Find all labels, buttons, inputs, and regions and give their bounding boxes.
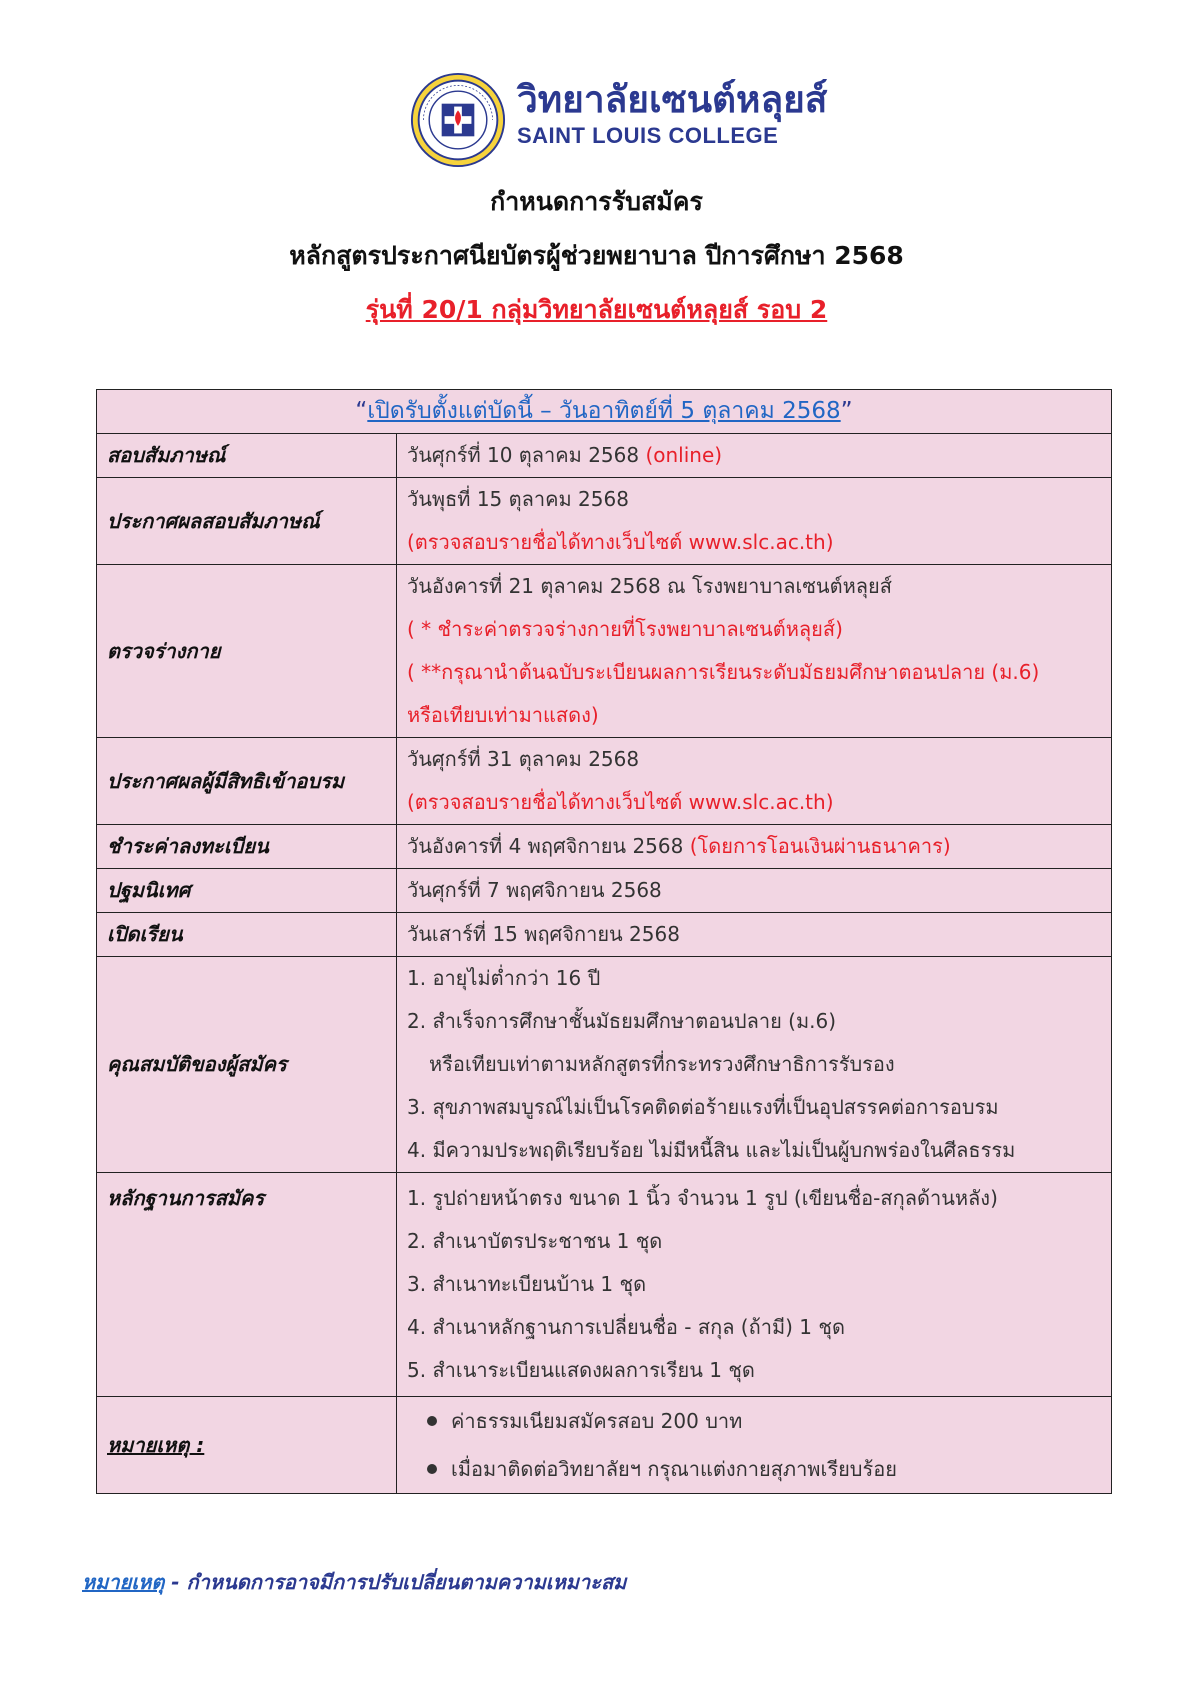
footer-label: หมายเหตุ (82, 1570, 165, 1594)
header (0, 70, 1193, 160)
interview-date: วันศุกร์ที่ 10 ตุลาคม 2568 (407, 443, 640, 467)
row-value-eligible (397, 738, 1112, 825)
banner-text: เปิดรับตั้งแต่บัดนี้ – วันอาทิตย์ที่ 5 ตุลาคม 2568 (367, 398, 841, 424)
document-item: 2. สำเนาบัตรประชาชน 1 ชุด (407, 1229, 663, 1253)
row-value-physical (397, 565, 1112, 738)
qualification-item: 1. อายุไม่ต่ำกว่า 16 ปี (407, 966, 601, 990)
table-row (97, 957, 1112, 1173)
row-label-classes: เปิดเรียน (97, 913, 397, 957)
eligible-note: (ตรวจสอบรายชื่อได้ทางเว็บไซต์ www.slc.ac.th) (407, 790, 834, 814)
row-label-orientation: ปฐมนิเทศ (97, 869, 397, 913)
physical-date: วันอังคารที่ 21 ตุลาคม 2568 ณ โรงพยาบาลเซนต์หลุยส์ (407, 574, 892, 598)
row-value-interview (397, 434, 1112, 478)
qualification-item: 4. มีความประพฤติเรียบร้อย ไม่มีหนี้สิน และไม่เป็นผู้บกพร่องในศีลธรรม (407, 1138, 1016, 1162)
remark-item: ค่าธรรมเนียมสมัครสอบ 200 บาท (407, 1397, 1101, 1445)
row-label-physical: ตรวจร่างกาย (97, 565, 397, 738)
document-item: 1. รูปถ่ายหน้าตรง ขนาด 1 นิ้ว จำนวน 1 รูป (เขียนชื่อ-สกุลด้านหลัง) (407, 1186, 998, 1210)
brand (517, 78, 827, 150)
orientation-date: วันศุกร์ที่ 7 พฤศจิกายน 2568 (397, 869, 1112, 913)
footer-note (82, 1565, 626, 1599)
interview-result-note: (ตรวจสอบรายชื่อได้ทางเว็บไซต์ www.slc.ac.th) (407, 530, 834, 554)
title-line-2: หลักสูตรประกาศนียบัตรผู้ช่วยพยาบาล ปีการศึกษา 2568 (289, 241, 904, 270)
row-label-interview-result: ประกาศผลสอบสัมภาษณ์ (97, 478, 397, 565)
document-item: 5. สำเนาระเบียนแสดงผลการเรียน 1 ชุด (407, 1358, 755, 1382)
qualification-item-cont: หรือเทียบเท่าตามหลักสูตรที่กระทรวงศึกษาธิการรับรอง (429, 1052, 895, 1076)
title-line-3: รุ่นที่ 20/1 กลุ่มวิทยาลัยเซนต์หลุยส์ รอบ 2 (365, 295, 828, 324)
college-name-en: SAINT LOUIS COLLEGE (517, 123, 779, 148)
row-label-documents: หลักฐานการสมัคร (97, 1173, 397, 1397)
row-label-payment: ชำระค่าลงทะเบียน (97, 825, 397, 869)
table-row (97, 913, 1112, 957)
row-label-eligible: ประกาศผลผู้มีสิทธิเข้าอบรม (97, 738, 397, 825)
table-row (97, 478, 1112, 565)
payment-date: วันอังคารที่ 4 พฤศจิกายน 2568 (407, 834, 684, 858)
table-row (97, 565, 1112, 738)
table-row (97, 738, 1112, 825)
row-value-interview-result (397, 478, 1112, 565)
document-item: 4. สำเนาหลักฐานการเปลี่ยนชื่อ - สกุล (ถ้ามี) 1 ชุด (407, 1315, 845, 1339)
college-seal-icon (410, 72, 506, 168)
document-item: 3. สำเนาทะเบียนบ้าน 1 ชุด (407, 1272, 647, 1296)
table-row (97, 434, 1112, 478)
qualification-item: 3. สุขภาพสมบูรณ์ไม่เป็นโรคติดต่อร้ายแรงที่เป็นอุปสรรคต่อการอบรม (407, 1095, 999, 1119)
row-label-interview: สอบสัมภาษณ์ (97, 434, 397, 478)
payment-note: (โดยการโอนเงินผ่านธนาคาร) (689, 834, 951, 858)
table-row (97, 825, 1112, 869)
row-value-remarks (397, 1397, 1112, 1494)
banner-quote-open: “ (355, 398, 368, 424)
interview-note: (online) (645, 443, 723, 467)
interview-result-date: วันพุธที่ 15 ตุลาคม 2568 (407, 487, 629, 511)
open-period-banner (97, 390, 1112, 434)
row-label-remarks (97, 1397, 397, 1494)
table-row (97, 869, 1112, 913)
physical-note-2: ( **กรุณานำต้นฉบับระเบียนผลการเรียนระดับมัธยมศึกษาตอนปลาย (ม.6) (407, 660, 1040, 684)
college-name-th: วิทยาลัยเซนต์หลุยส์ (517, 79, 828, 120)
footer-text: - กำหนดการอาจมีการปรับเปลี่ยนตามความเหมาะสม (164, 1570, 627, 1594)
row-label-qualifications: คุณสมบัติของผู้สมัคร (97, 957, 397, 1173)
row-value-payment (397, 825, 1112, 869)
eligible-date: วันศุกร์ที่ 31 ตุลาคม 2568 (407, 747, 640, 771)
table-row (97, 1397, 1112, 1494)
table-row (97, 1173, 1112, 1397)
table-row (97, 390, 1112, 434)
remark-item: เมื่อมาติดต่อวิทยาลัยฯ กรุณาแต่งกายสุภาพเรียบร้อย (407, 1445, 1101, 1493)
physical-note-1: ( * ชำระค่าตรวจร่างกายที่โรงพยาบาลเซนต์หลุยส์) (407, 617, 843, 641)
row-value-qualifications (397, 957, 1112, 1173)
row-value-documents (397, 1173, 1112, 1397)
remarks-label: หมายเหตุ : (107, 1432, 205, 1457)
physical-note-3: หรือเทียบเท่ามาแสดง) (407, 703, 599, 727)
qualification-item: 2. สำเร็จการศึกษาชั้นมัธยมศึกษาตอนปลาย (ม.6) (407, 1009, 837, 1033)
banner-quote-close: ” (840, 398, 853, 424)
schedule-table (96, 389, 1112, 1494)
classes-date: วันเสาร์ที่ 15 พฤศจิกายน 2568 (397, 913, 1112, 957)
title-line-1: กำหนดการรับสมัคร (490, 187, 703, 216)
